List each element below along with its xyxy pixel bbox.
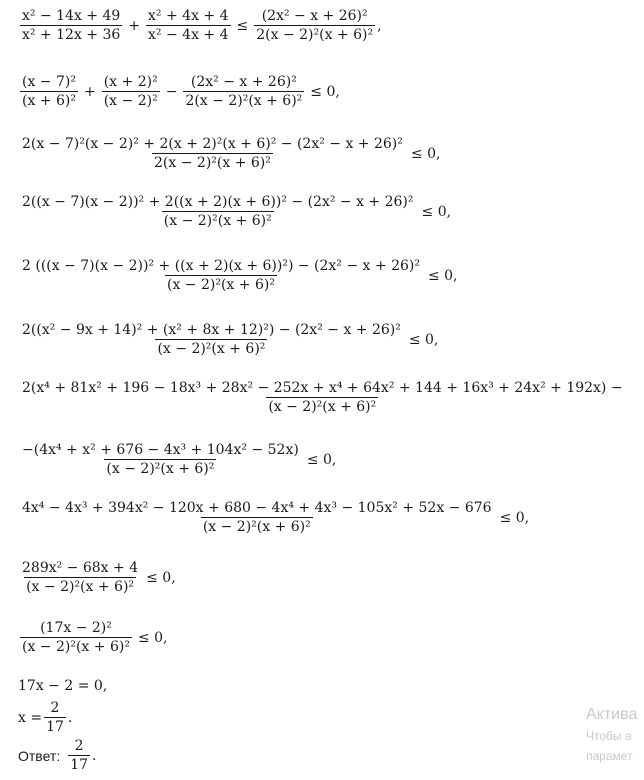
inequality-step-9 bbox=[18, 500, 533, 535]
denominator: 2(x − 2)²(x + 6)² bbox=[154, 155, 271, 171]
watermark-line-1: Чтобы а bbox=[586, 729, 632, 743]
equation-line bbox=[18, 678, 107, 694]
numerator: (2x² − x + 26)² bbox=[261, 8, 368, 24]
fraction bbox=[20, 442, 301, 477]
numerator: 4x⁴ − 4x³ + 394x² − 120x + 680 − 4x⁴ + 4x³ − 105x² + 52x − 676 bbox=[22, 500, 492, 516]
denominator: x² + 12x + 36 bbox=[22, 27, 121, 43]
denominator: (x − 2)²(x + 6)² bbox=[167, 277, 275, 293]
fraction bbox=[20, 74, 78, 109]
fraction bbox=[20, 136, 405, 171]
answer-line bbox=[18, 738, 97, 773]
equation-text: 17x − 2 = 0, bbox=[18, 678, 108, 694]
tail: ≤ 0, bbox=[137, 629, 168, 646]
numerator: 2(x − 7)²(x − 2)² + 2(x + 2)²(x + 6)² − (2x² − x + 26)² bbox=[22, 136, 403, 152]
fraction bbox=[146, 8, 230, 43]
tail: ≤ 0, bbox=[408, 331, 439, 348]
inequality-step-7 bbox=[18, 380, 627, 415]
numerator: −(4x⁴ + x² + 676 − 4x³ + 104x² − 52x) bbox=[22, 442, 299, 458]
plus-sign: + bbox=[83, 83, 96, 100]
minus-sign: − bbox=[165, 83, 178, 100]
leq-sign: ≤ bbox=[236, 17, 249, 34]
tail: , bbox=[377, 17, 382, 34]
inequality-step-4 bbox=[18, 194, 455, 229]
denominator: (x − 2)²(x + 6)² bbox=[22, 639, 130, 655]
fraction bbox=[20, 620, 132, 655]
fraction bbox=[20, 258, 422, 293]
denominator: 17 bbox=[46, 719, 64, 735]
tail: ≤ 0, bbox=[306, 451, 337, 468]
tail: ≤ 0, bbox=[499, 509, 530, 526]
tail: ≤ 0, bbox=[421, 203, 452, 220]
denominator: (x + 6)² bbox=[22, 93, 76, 109]
fraction bbox=[20, 500, 494, 535]
denominator: (x − 2)² bbox=[103, 93, 158, 109]
numerator: 2(x⁴ + 81x² + 196 − 18x³ + 28x² − 252x + x⁴ + 64x² + 144 + 16x³ + 24x² + 192x) − bbox=[22, 380, 623, 396]
numerator: (17x − 2)² bbox=[40, 620, 112, 636]
fraction bbox=[102, 74, 160, 109]
denominator: (x − 2)²(x + 6)² bbox=[106, 461, 215, 477]
tail: ≤ 0, bbox=[410, 145, 441, 162]
tail: ≤ 0, bbox=[427, 267, 458, 284]
denominator: (x − 2)²(x + 6)² bbox=[26, 579, 135, 595]
numerator: (x + 2)² bbox=[103, 74, 158, 90]
fraction bbox=[183, 74, 304, 109]
numerator: x² − 14x + 49 bbox=[22, 8, 121, 24]
numerator: (2x² − x + 26)² bbox=[190, 74, 297, 90]
watermark-line-2: парамет bbox=[586, 749, 633, 763]
inequality-step-5 bbox=[18, 258, 462, 293]
inequality-step-1 bbox=[18, 8, 382, 43]
fraction bbox=[44, 700, 66, 735]
x-label: x = bbox=[18, 709, 43, 726]
numerator: 2 (((x − 7)(x − 2))² + ((x + 2)(x + 6))²) − (2x² − x + 26)² bbox=[22, 258, 420, 274]
fraction bbox=[20, 380, 625, 415]
fraction bbox=[20, 194, 416, 229]
fraction bbox=[20, 322, 403, 357]
tail: . bbox=[67, 709, 73, 726]
denominator: x² − 4x + 4 bbox=[148, 27, 229, 43]
denominator: (x − 2)²(x + 6)² bbox=[157, 341, 266, 357]
inequality-step-8 bbox=[18, 442, 340, 477]
fraction bbox=[254, 8, 375, 43]
answer-label: Ответ: bbox=[18, 747, 61, 764]
fraction bbox=[20, 8, 122, 43]
inequality-step-3 bbox=[18, 136, 444, 171]
plus-sign: + bbox=[128, 17, 141, 34]
denominator: (x − 2)²(x + 6)² bbox=[163, 213, 272, 229]
denominator: (x − 2)²(x + 6)² bbox=[202, 519, 311, 535]
numerator: (x − 7)² bbox=[22, 74, 76, 90]
tail: ≤ 0, bbox=[146, 569, 176, 586]
denominator: 2(x − 2)²(x + 6)² bbox=[185, 93, 303, 109]
denominator: 17 bbox=[70, 757, 89, 773]
denominator: 2(x − 2)²(x + 6)² bbox=[256, 27, 374, 43]
inequality-step-11 bbox=[18, 620, 172, 655]
denominator: (x − 2)²(x + 6)² bbox=[268, 399, 377, 415]
numerator: 289x² − 68x + 4 bbox=[22, 560, 139, 576]
watermark-title: Актива bbox=[586, 706, 638, 723]
tail: ≤ 0, bbox=[310, 83, 340, 100]
inequality-step-6 bbox=[18, 322, 442, 357]
inequality-step-2 bbox=[18, 74, 344, 109]
numerator: x² + 4x + 4 bbox=[148, 8, 229, 24]
fraction bbox=[20, 560, 140, 595]
inequality-step-10 bbox=[18, 560, 180, 595]
tail: . bbox=[92, 747, 97, 764]
numerator: 2 bbox=[74, 738, 84, 754]
fraction bbox=[68, 738, 90, 773]
numerator: 2((x − 7)(x − 2))² + 2((x + 2)(x + 6))² − (2x² − x + 26)² bbox=[22, 194, 414, 210]
solution-line bbox=[18, 700, 72, 735]
numerator: 2 bbox=[50, 700, 60, 716]
numerator: 2((x² − 9x + 14)² + (x² + 8x + 12)²) − (2x² − x + 26)² bbox=[22, 322, 401, 338]
